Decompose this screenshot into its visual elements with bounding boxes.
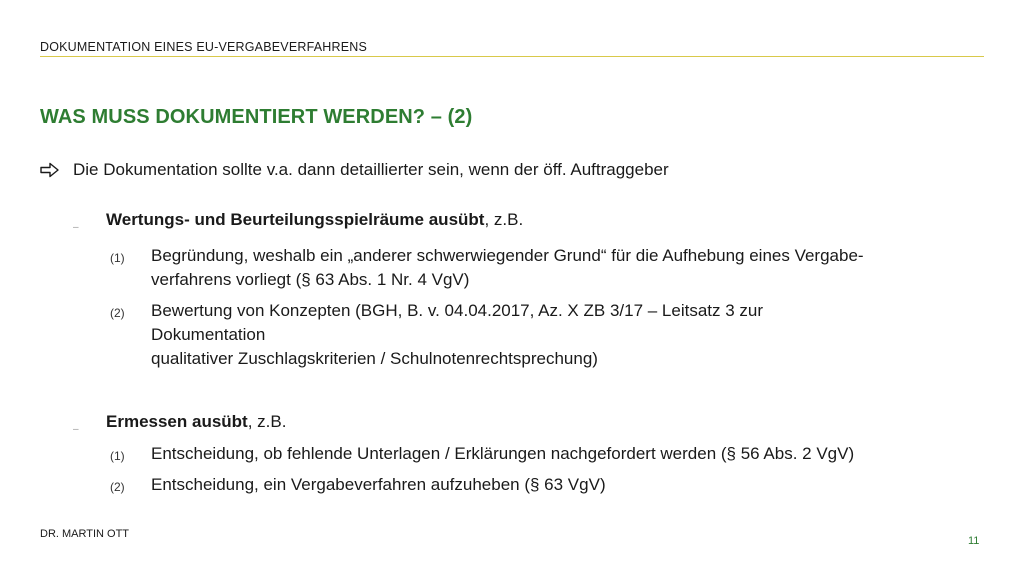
section-heading-rest: , z.B. [247, 412, 287, 431]
arrow-right-icon [40, 162, 60, 178]
item-line: Entscheidung, ein Vergabeverfahren aufzuheben (§ 63 VgV) [151, 475, 606, 494]
section-heading [106, 208, 523, 232]
section-heading-rest: , z.B. [484, 210, 524, 229]
item-line: Dokumentation [151, 325, 266, 344]
item-line: verfahrens vorliegt (§ 63 Abs. 1 Nr. 4 VgV) [151, 270, 470, 289]
section-heading-bold: Ermessen ausübt [106, 412, 248, 431]
header-label: DOKUMENTATION EINES EU-VERGABEVERFAHRENS [40, 40, 368, 54]
footer-author: DR. MARTIN OTT [40, 528, 130, 540]
page-title: WAS MUSS DOKUMENTIERT WERDEN? – (2) [40, 106, 473, 128]
item-number: (2) [110, 480, 125, 494]
section-heading [106, 410, 286, 434]
intro-text: Die Dokumentation sollte v.a. dann detaillierter sein, wenn der öff. Auftraggeber [73, 160, 669, 179]
section-dash: – [73, 424, 79, 435]
item-number: (1) [110, 449, 125, 463]
item-line: qualitativer Zuschlagskriterien / Schulnotenrechtsprechung) [151, 349, 598, 368]
section-heading-bold: Wertungs- und Beurteilungsspielräume ausübt [106, 210, 485, 229]
list-item [151, 299, 984, 371]
item-number: (1) [110, 251, 125, 265]
item-line: Begründung, weshalb ein „anderer schwerwiegender Grund“ für die Aufhebung eines Vergabe- [151, 246, 864, 265]
page-number: 11 [968, 535, 980, 547]
item-line: Bewertung von Konzepten (BGH, B. v. 04.04.2017, Az. X ZB 3/17 – Leitsatz 3 zur [151, 301, 764, 320]
list-item [151, 442, 984, 466]
list-item [151, 473, 984, 497]
item-line: Entscheidung, ob fehlende Unterlagen / Erklärungen nachgefordert werden (§ 56 Abs. 2 VgV) [151, 444, 855, 463]
header-divider [40, 56, 984, 57]
list-item [151, 244, 984, 292]
section-dash: – [73, 222, 79, 233]
item-number: (2) [110, 306, 125, 320]
